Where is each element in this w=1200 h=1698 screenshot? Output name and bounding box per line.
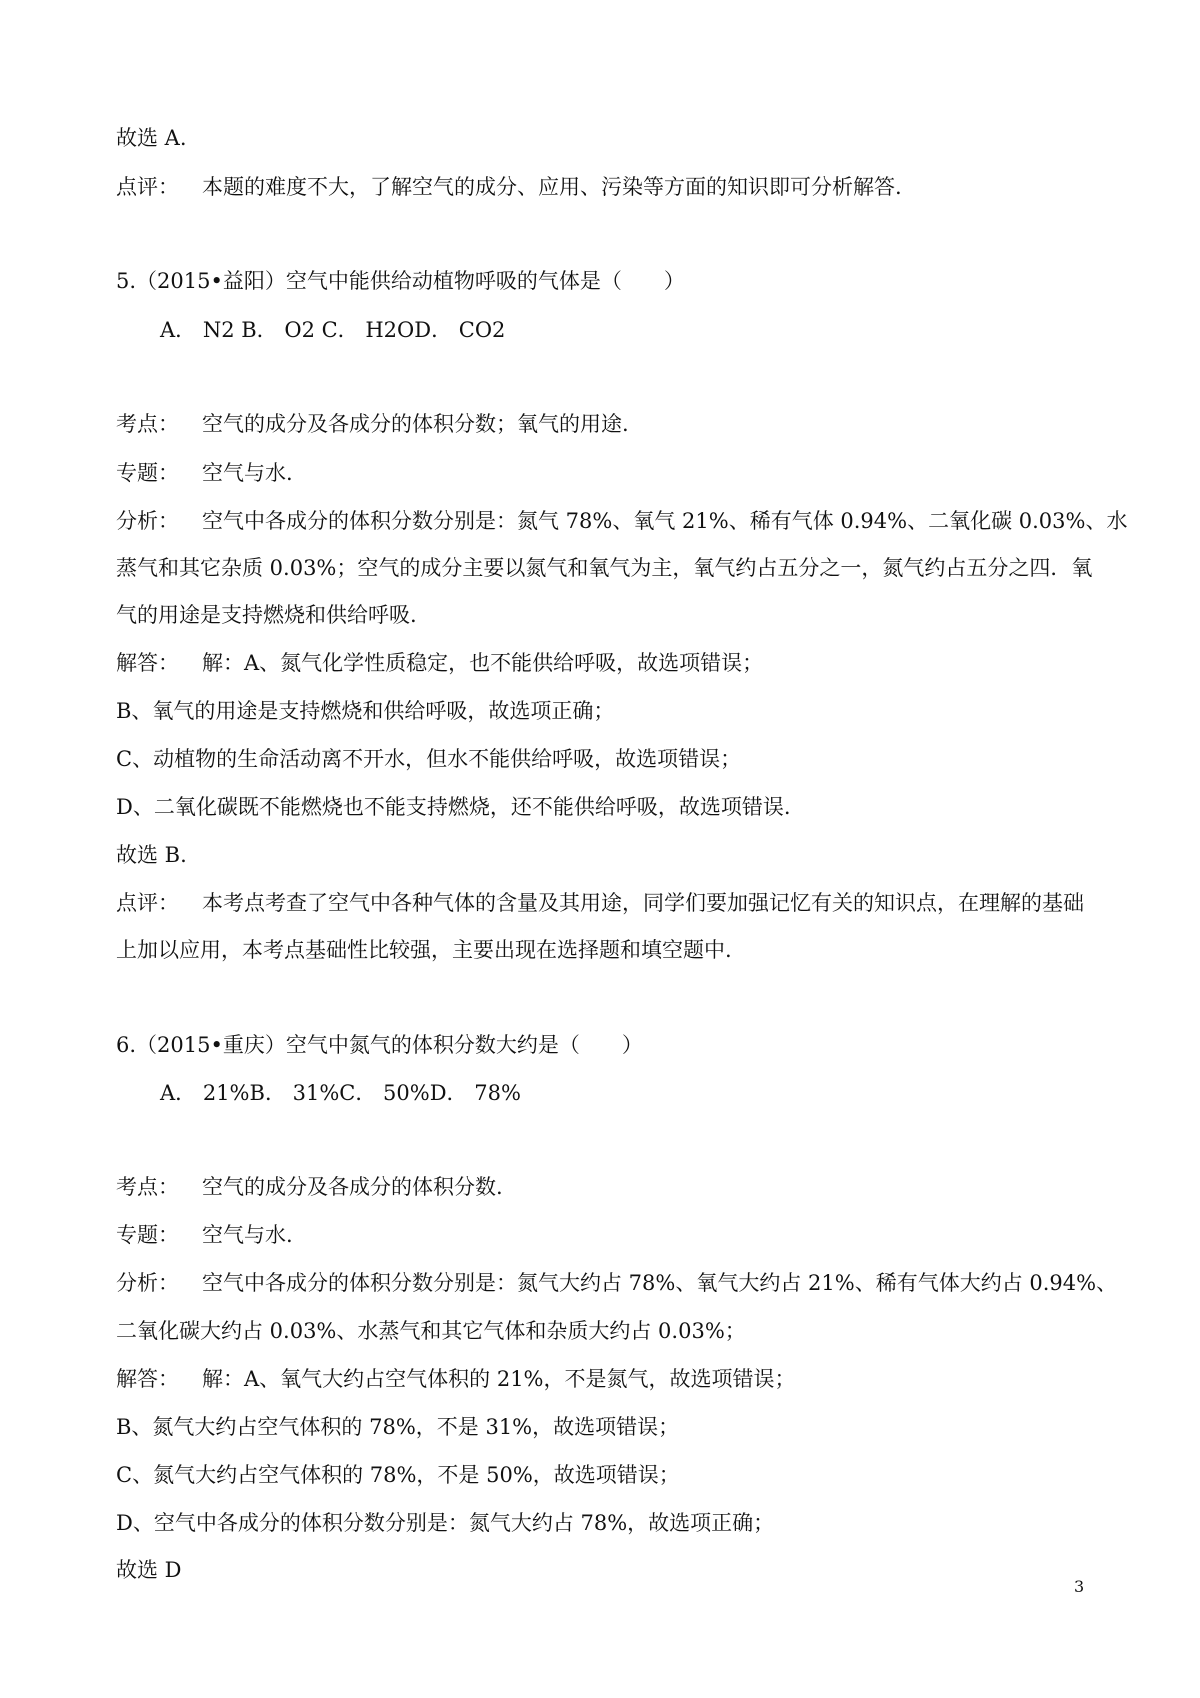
q5-jieda-text-4: D、二氧化碳既不能燃烧也不能支持燃烧，还不能供给呼吸，故选项错误. bbox=[116, 795, 791, 819]
q6-fenxi bbox=[116, 1268, 1117, 1298]
fenxi-text-1: 空气中各成分的体积分数分别是：氮气大约占 78%、氧气大约占 21%、稀有气体大约占 0.94%、 bbox=[202, 1271, 1118, 1295]
zhuanti-label: 专题： bbox=[116, 461, 179, 485]
q5-answer: 故选 B. bbox=[116, 843, 187, 867]
kaodian-text: 空气的成分及各成分的体积分数. bbox=[202, 1175, 503, 1199]
q6-stem: 6.（2015•重庆）空气中氮气的体积分数大约是（ ） bbox=[116, 1033, 643, 1057]
q5-comment-text-2: 上加以应用，本考点基础性比较强，主要出现在选择题和填空题中. bbox=[116, 938, 732, 962]
fenxi-label: 分析： bbox=[116, 1271, 179, 1295]
fenxi-label: 分析： bbox=[116, 509, 179, 533]
comment-text-1: 本考点考查了空气中各种气体的含量及其用途，同学们要加强记忆有关的知识点，在理解的基础 bbox=[202, 891, 1084, 915]
jieda-text-1: 解：A、氧气大约占空气体积的 21%，不是氮气，故选项错误； bbox=[202, 1367, 796, 1391]
zhuanti-text: 空气与水. bbox=[202, 1223, 293, 1247]
q6-jieda-text-4: D、空气中各成分的体积分数分别是：氮气大约占 78%，故选项正确； bbox=[116, 1511, 775, 1535]
q6-jieda bbox=[116, 1364, 796, 1394]
q5-options: A． N2 B． O2 C． H2OD． CO2 bbox=[160, 318, 506, 342]
q6-zhuanti bbox=[116, 1220, 293, 1250]
zhuanti-text: 空气与水. bbox=[202, 461, 293, 485]
q5-zhuanti bbox=[116, 458, 293, 488]
q4-answer: 故选 A. bbox=[116, 126, 187, 150]
q5-fenxi bbox=[116, 506, 1127, 536]
q5-fenxi-text-2: 蒸气和其它杂质 0.03%；空气的成分主要以氮气和氧气为主，氧气约占五分之一，氮气约占五分之四．氧 bbox=[116, 556, 1093, 580]
q5-jieda-text-3: C、动植物的生命活动离不开水，但水不能供给呼吸，故选项错误； bbox=[116, 747, 742, 771]
q5-jieda bbox=[116, 648, 763, 678]
zhuanti-label: 专题： bbox=[116, 1223, 179, 1247]
q5-kaodian bbox=[116, 409, 629, 439]
jieda-label: 解答： bbox=[116, 1367, 179, 1391]
q5-jieda-text-2: B、氧气的用途是支持燃烧和供给呼吸，故选项正确； bbox=[116, 699, 615, 723]
q6-answer: 故选 D bbox=[116, 1558, 182, 1582]
q5-stem: 5.（2015•益阳）空气中能供给动植物呼吸的气体是（ ） bbox=[116, 269, 685, 293]
q6-kaodian bbox=[116, 1172, 503, 1202]
q6-options: A． 21%B． 31%C． 50%D． 78% bbox=[160, 1081, 521, 1105]
q6-jieda-text-2: B、氮气大约占空气体积的 78%，不是 31%，故选项错误； bbox=[116, 1415, 680, 1439]
kaodian-label: 考点： bbox=[116, 412, 179, 436]
q5-fenxi-text-3: 气的用途是支持燃烧和供给呼吸. bbox=[116, 603, 417, 627]
page-number: 3 bbox=[1074, 1577, 1085, 1596]
fenxi-text-1: 空气中各成分的体积分数分别是：氮气 78%、氧气 21%、稀有气体 0.94%、二氧化碳 0.03%、水 bbox=[202, 509, 1128, 533]
jieda-label: 解答： bbox=[116, 651, 179, 675]
jieda-text-1: 解：A、氮气化学性质稳定，也不能供给呼吸，故选项错误； bbox=[202, 651, 764, 675]
comment-label: 点评： bbox=[116, 891, 179, 915]
kaodian-text: 空气的成分及各成分的体积分数；氧气的用途. bbox=[202, 412, 629, 436]
comment-label: 点评： bbox=[116, 175, 179, 199]
q6-jieda-text-3: C、氮气大约占空气体积的 78%，不是 50%，故选项错误； bbox=[116, 1463, 680, 1487]
kaodian-label: 考点： bbox=[116, 1175, 179, 1199]
q6-fenxi-text-2: 二氧化碳大约占 0.03%、水蒸气和其它气体和杂质大约占 0.03%； bbox=[116, 1319, 746, 1343]
q5-comment bbox=[116, 888, 1084, 918]
comment-text: 本题的难度不大，了解空气的成分、应用、污染等方面的知识即可分析解答. bbox=[202, 175, 902, 199]
q4-comment bbox=[116, 172, 1096, 202]
